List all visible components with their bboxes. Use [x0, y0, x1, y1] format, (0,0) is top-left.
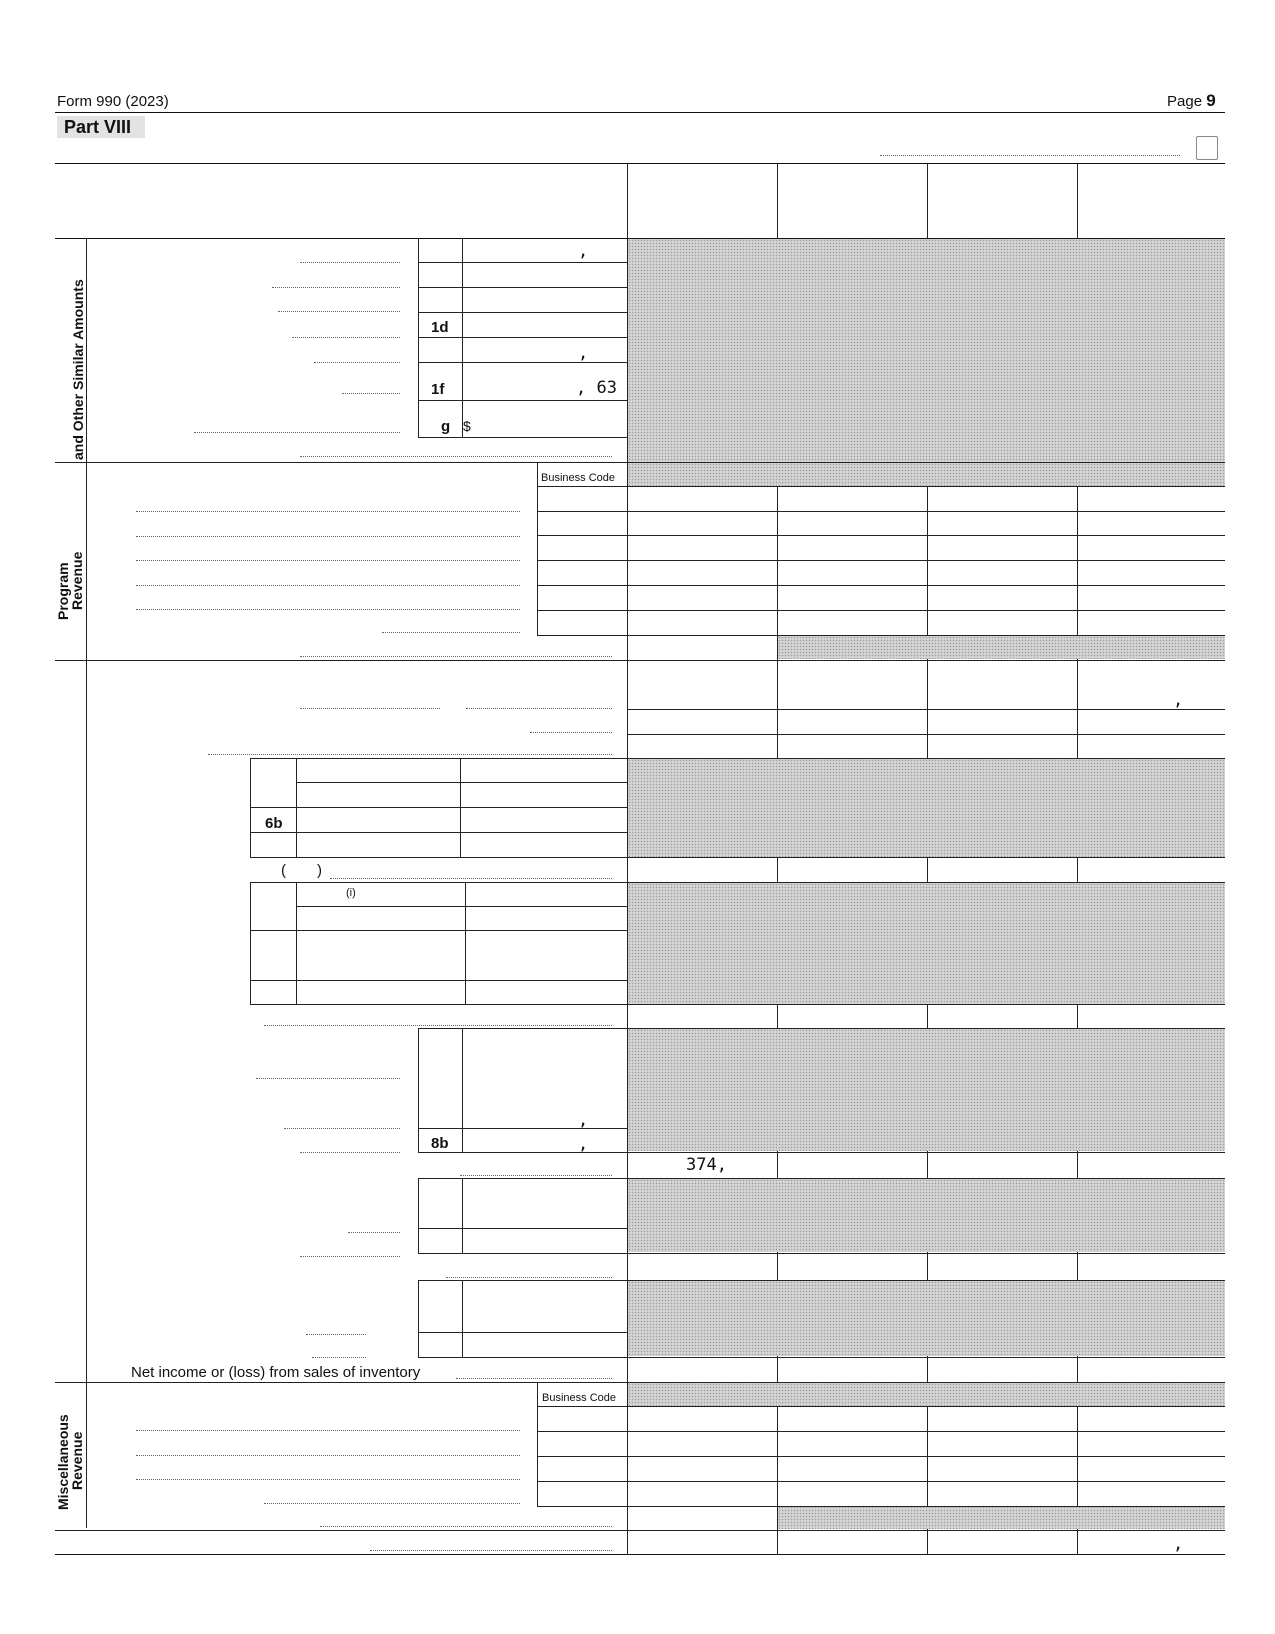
- table-top-rule: [55, 163, 1225, 164]
- line-1g-label: g: [441, 418, 451, 435]
- header-rule: [55, 112, 1225, 113]
- schedule-o-checkbox[interactable]: [1196, 136, 1218, 160]
- contributions-side-label: and Other Similar Amounts: [70, 279, 86, 460]
- line-1f-label: 1f: [431, 381, 445, 398]
- line-8a-amount: ,: [578, 1110, 589, 1130]
- program-revenue-side-label-2: Revenue: [69, 551, 85, 610]
- table-bottom-rule: [55, 1554, 1225, 1555]
- program-total-shade: [778, 636, 1225, 659]
- business-code-heading-misc: Business Code: [542, 1392, 616, 1404]
- rents-shaded-area: [628, 759, 1225, 857]
- line-8b-label: 8b: [431, 1135, 449, 1152]
- program-header-shade: [628, 463, 1225, 486]
- page-number: [1167, 91, 1216, 111]
- misc-total-shade: [778, 1506, 1225, 1529]
- sub-box-num-divider: [462, 238, 463, 438]
- page-number-value: 9: [1206, 91, 1216, 110]
- line-5-col-d-amount: ,: [1173, 690, 1184, 710]
- section-program-end: [55, 660, 1225, 661]
- line-1f-amount: , 63: [576, 378, 617, 398]
- line-1e-amount: ,: [578, 343, 589, 363]
- line-8b-amount: ,: [578, 1134, 589, 1154]
- page-prefix: Page: [1167, 93, 1203, 110]
- sales-shaded-area: [628, 883, 1225, 1004]
- business-code-heading-program: Business Code: [541, 472, 615, 484]
- gaming-events-shaded-area: [628, 1029, 1225, 1151]
- misc-revenue-side-label-2: Revenue: [69, 1431, 85, 1490]
- program-revenue-side-label: Program: [55, 562, 71, 620]
- section-misc-end: [55, 1530, 1225, 1531]
- contributions-shaded-area: [628, 239, 1225, 462]
- line-1g-currency: $: [463, 418, 471, 434]
- paren-close: ): [317, 862, 322, 879]
- form-label: Form 990 (2023): [57, 93, 169, 110]
- col-i-heading: (i): [346, 887, 356, 899]
- check-leader: [880, 155, 1180, 156]
- line-6b-label: 6b: [265, 815, 283, 832]
- fundraising-shaded-area: [628, 1179, 1225, 1252]
- business-code-divider-misc: [537, 1382, 538, 1506]
- sub-box-left: [418, 238, 419, 438]
- line-8c-total: 374,: [686, 1155, 727, 1175]
- inventory-net-income-label: Net income or (loss) from sales of inventory: [131, 1364, 421, 1381]
- side-label-divider: [86, 238, 87, 1528]
- line-1d-label: 1d: [431, 319, 449, 336]
- line-1a-amount: ,: [578, 241, 589, 261]
- paren-open: (: [281, 862, 286, 879]
- misc-revenue-side-label: Miscellaneous: [55, 1414, 71, 1510]
- misc-header-shade: [628, 1383, 1225, 1406]
- part-label: Part VIII: [64, 117, 132, 137]
- line-12-col-d-amount: ,: [1173, 1534, 1184, 1554]
- inventory-shaded-area: [628, 1281, 1225, 1356]
